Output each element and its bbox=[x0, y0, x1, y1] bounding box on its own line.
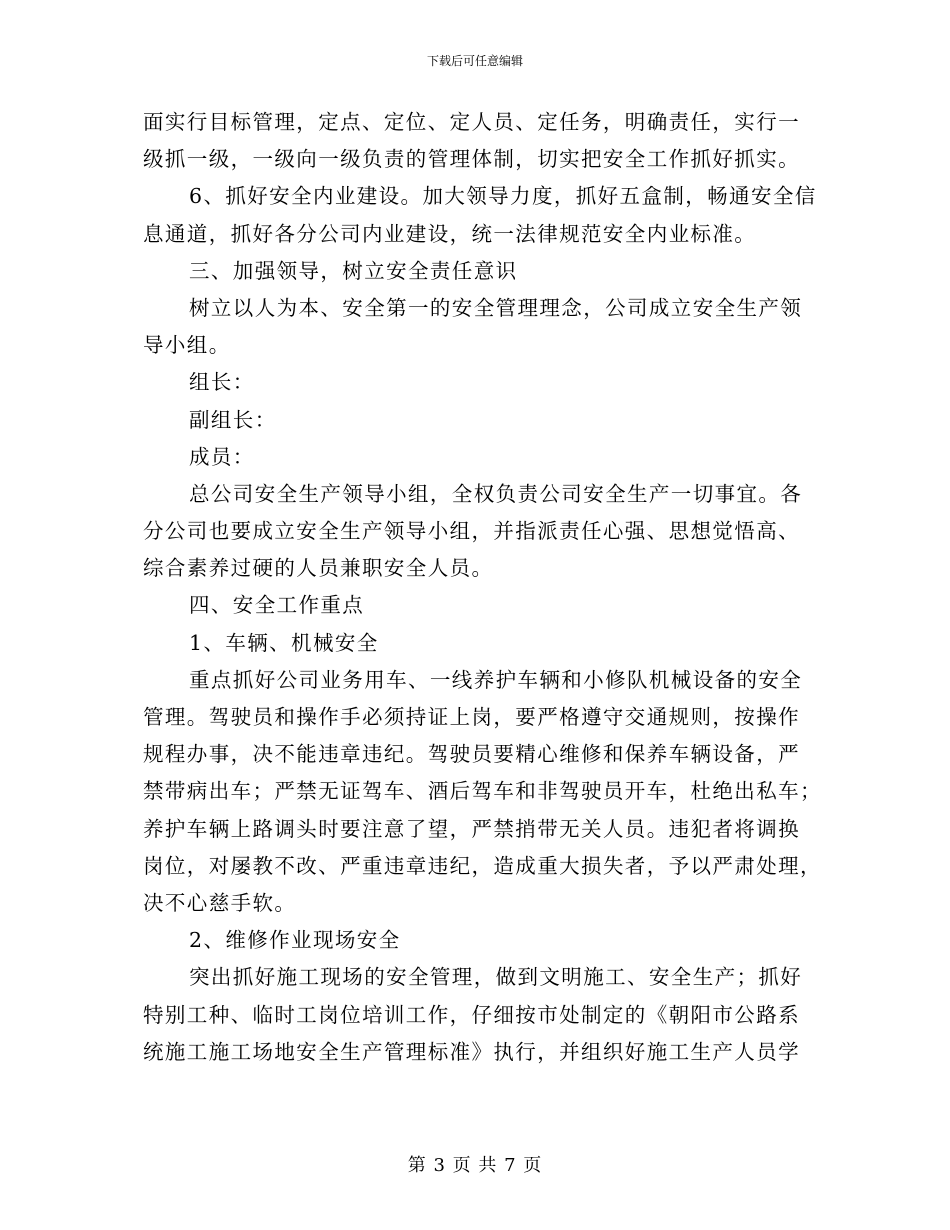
page-footer: 第 3 页 共 7 页 bbox=[407, 1155, 543, 1176]
text-line: 面实行目标管理，定点、定位、定人员、定任务，明确责任，实行一 bbox=[143, 110, 800, 134]
text-line: 岗位，对屡教不改、严重违章违纪，造成重大损失者，予以严肃处理， bbox=[143, 853, 822, 878]
text-line: 三、加强领导，树立安全责任意识 bbox=[189, 258, 518, 283]
text-line: 副组长： bbox=[189, 407, 277, 432]
text-line: 6、抓好安全内业建设。加大领导力度，抓好五盒制，畅通安全信 bbox=[189, 184, 817, 209]
text-line: 组长： bbox=[189, 370, 255, 395]
text-line: 成员： bbox=[189, 444, 255, 469]
text-line: 重点抓好公司业务用车、一线养护车辆和小修队机械设备的安全 bbox=[189, 667, 803, 692]
text-line: 树立以人为本、安全第一的安全管理理念，公司成立安全生产领 bbox=[189, 295, 803, 320]
text-line: 管理。驾驶员和操作手必须持证上岗，要严格遵守交通规则，按操作 bbox=[143, 705, 800, 729]
text-line: 1、车辆、机械安全 bbox=[189, 630, 379, 655]
text-line: 禁带病出车；严禁无证驾车、酒后驾车和非驾驶员开车，杜绝出私车； bbox=[143, 779, 822, 804]
text-line: 规程办事，决不能违章违纪。驾驶员要精心维修和保养车辆设备，严 bbox=[143, 742, 800, 767]
text-line: 2、维修作业现场安全 bbox=[189, 928, 401, 953]
text-line: 分公司也要成立安全生产领导小组，并指派责任心强、思想觉悟高、 bbox=[143, 519, 800, 544]
text-line: 总公司安全生产领导小组，全权负责公司安全生产一切事宜。各 bbox=[189, 481, 803, 506]
text-line: 四、安全工作重点 bbox=[189, 593, 365, 618]
text-line: 决不心慈手软。 bbox=[143, 890, 297, 915]
text-line: 综合素养过硬的人员兼职安全人员。 bbox=[143, 556, 494, 581]
page-header: 下载后可任意编辑 bbox=[426, 54, 523, 68]
text-line: 息通道，抓好各分公司内业建设，统一法律规范安全内业标准。 bbox=[143, 221, 757, 246]
text-line: 突出抓好施工现场的安全管理，做到文明施工、安全生产；抓好 bbox=[189, 965, 803, 990]
text-line: 级抓一级，一级向一级负责的管理体制，切实把安全工作抓好抓实。 bbox=[143, 147, 800, 172]
text-line: 统施工施工场地安全生产管理标准》执行，并组织好施工生产人员学 bbox=[143, 1039, 800, 1064]
text-line: 特别工种、临时工岗位培训工作，仔细按市处制定的《朝阳市公路系 bbox=[143, 1002, 800, 1027]
document-body bbox=[143, 104, 822, 1071]
text-line: 导小组。 bbox=[143, 333, 231, 358]
text-line: 养护车辆上路调头时要注意了望，严禁捎带无关人员。违犯者将调换 bbox=[143, 816, 800, 841]
